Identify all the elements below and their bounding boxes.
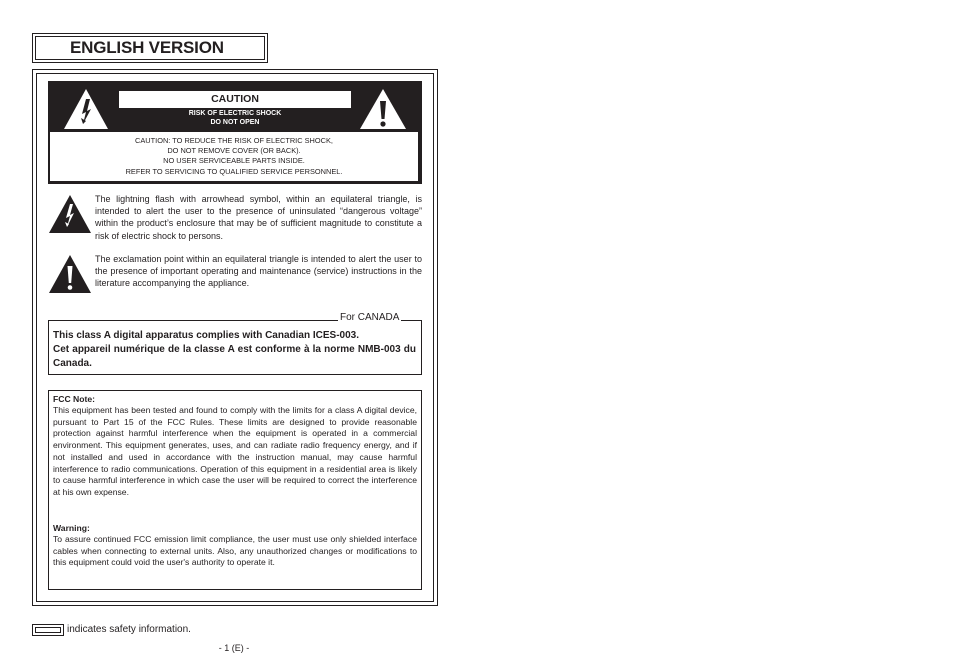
caution-line: NO USER SERVICEABLE PARTS INSIDE. [163, 156, 305, 166]
lightning-triangle-icon [62, 87, 110, 131]
caution-line: CAUTION: TO REDUCE THE RISK OF ELECTRIC SHOCK, [135, 136, 333, 145]
lightning-symbol-text: The lightning flash with arrowhead symbol, within an equilateral triangle, is intended to alert the user to the presence of uninsulated “dangerous voltage” within the product’s enclosure that may be of sufficient magnitude to constitute a risk of electric shock to persons. [95, 194, 422, 241]
page-title: ENGLISH VERSION [35, 36, 265, 60]
exclamation-triangle-icon [358, 87, 408, 131]
canada-line-fr: Cet appareil numérique de la classe A est conforme à la norme NMB-003 du Canada. [53, 344, 416, 369]
caution-sub-line: DO NOT OPEN [210, 118, 260, 126]
canada-line-en: This class A digital apparatus complies with Canadian ICES-003. [53, 330, 360, 341]
canada-text [53, 329, 416, 371]
exclamation-symbol-text: The exclamation point within an equilateral triangle is intended to alert the user to the presence of important operating and maintenance (service) instructions in the literature accompanying the appliance. [95, 254, 422, 289]
warning-body: To assure continued FCC emission limit compliance, the user must use only shielded interface cables when connecting to external units. Also, any unauthorized changes or modifications to this equipment could void the user's authority to operate it. [53, 534, 417, 568]
caution-line: DO NOT REMOVE COVER (OR BACK). [167, 146, 301, 156]
caution-line: REFER TO SERVICING TO QUALIFIED SERVICE PERSONNEL. [125, 166, 343, 176]
fcc-body: This equipment has been tested and found to comply with the limits for a class A digital device, pursuant to Part 15 of the FCC Rules. These limits are designed to provide reasonable protection against harmful interference when the equipment is operated in a commercial environment. This equipment generates, uses, and can radiate radio frequency energy, and if not installed and used in accordance with the instruction manual, may cause harmful interference to radio communications. Operation of this equipment in a residential area is likely to cause harmful interference in which case the user will be required to correct the interference at his own expense. [53, 405, 417, 497]
lightning-triangle-icon [48, 194, 92, 234]
caution-sub-line: RISK OF ELECTRIC SHOCK [188, 110, 282, 117]
caution-instructions [50, 132, 418, 181]
canada-label: For CANADA [340, 312, 400, 323]
caution-sub [118, 109, 352, 128]
legend-text: indicates safety information. [67, 624, 191, 635]
fcc-title: FCC Note: [53, 394, 96, 404]
warning-title: Warning: [53, 523, 90, 533]
page-number: - 1 (E) - [218, 643, 250, 653]
caution-header: CAUTION [118, 90, 352, 109]
safety-info-icon [32, 624, 64, 636]
exclamation-triangle-icon [48, 254, 92, 294]
title-box [32, 33, 268, 63]
